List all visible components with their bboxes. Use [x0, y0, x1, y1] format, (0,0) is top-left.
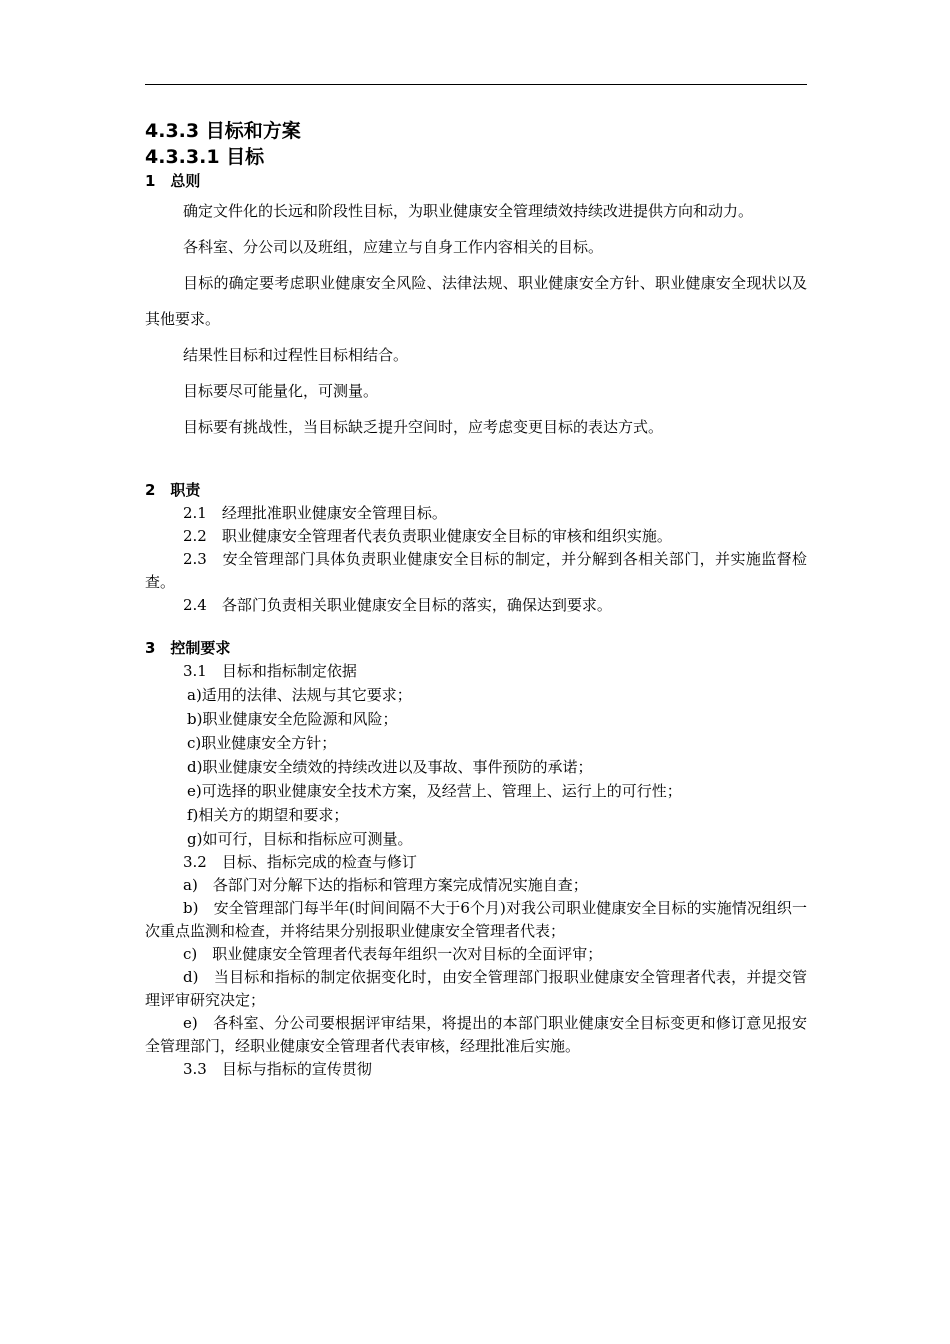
basis-item: f)相关方的期望和要求； — [187, 806, 349, 824]
header-rule — [145, 84, 807, 85]
basis-item: a)适用的法律、法规与其它要求； — [187, 686, 412, 704]
subsection-3-2-title: 3.2 目标、指标完成的检查与修订 — [183, 853, 417, 871]
spacer — [145, 617, 807, 637]
document-body — [145, 118, 807, 1081]
basis-item: d)职业健康安全绩效的持续改进以及事故、事件预防的承诺； — [187, 758, 593, 776]
basis-item: g)如可行，目标和指标应可测量。 — [187, 830, 413, 848]
heading-4-3-3-1: 4.3.3.1 目标 — [145, 146, 265, 168]
subsection-3-1-title: 3.1 目标和指标制定依据 — [183, 662, 357, 680]
check-item: b) 安全管理部门每半年(时间间隔不大于6个月)对我公司职业健康安全目标的实施情况组织一次重点监测和检查，并将结果分别报职业健康安全管理者代表； — [145, 899, 807, 940]
section-1-paragraph: 目标要有挑战性，当目标缺乏提升空间时，应考虑变更目标的表达方式。 — [183, 418, 664, 436]
section-1-paragraph: 目标要尽可能量化，可测量。 — [183, 382, 379, 400]
section-2-item: 2.1 经理批准职业健康安全管理目标。 — [183, 504, 447, 522]
section-1-paragraph: 确定文件化的长远和阶段性目标，为职业健康安全管理绩效持续改进提供方向和动力。 — [183, 202, 754, 220]
section-2-item: 2.4 各部门负责相关职业健康安全目标的落实，确保达到要求。 — [183, 596, 612, 614]
check-item: e) 各科室、分公司要根据评审结果，将提出的本部门职业健康安全目标变更和修订意见报安全管理部门，经职业健康安全管理者代表审核，经理批准后实施。 — [145, 1014, 807, 1055]
check-item: d) 当目标和指标的制定依据变化时，由安全管理部门报职业健康安全管理者代表，并提交管理评审研究决定； — [145, 968, 807, 1009]
check-item: a) 各部门对分解下达的指标和管理方案完成情况实施自查； — [183, 876, 588, 894]
section-2-item: 2.3 安全管理部门具体负责职业健康安全目标的制定，并分解到各相关部门，并实施监督检查。 — [145, 550, 807, 591]
basis-item: b)职业健康安全危险源和风险； — [187, 710, 398, 728]
check-item: c) 职业健康安全管理者代表每年组织一次对目标的全面评审； — [183, 945, 603, 963]
section-1-paragraph: 各科室、分公司以及班组，应建立与自身工作内容相关的目标。 — [183, 238, 604, 256]
section-2-item: 2.2 职业健康安全管理者代表负责职业健康安全目标的审核和组织实施。 — [183, 527, 672, 545]
section-1-paragraph: 目标的确定要考虑职业健康安全风险、法律法规、职业健康安全方针、职业健康安全现状以及其他要求。 — [145, 274, 807, 328]
section-2-title: 2 职责 — [145, 481, 201, 499]
basis-item: e)可选择的职业健康安全技术方案，及经营上、管理上、运行上的可行性； — [187, 782, 682, 800]
heading-4-3-3: 4.3.3 目标和方案 — [145, 120, 301, 142]
basis-item: c)职业健康安全方针； — [187, 734, 337, 752]
subsection-3-3-title: 3.3 目标与指标的宣传贯彻 — [183, 1060, 372, 1078]
section-1-paragraph: 结果性目标和过程性目标相结合。 — [183, 346, 409, 364]
spacer — [145, 445, 807, 479]
section-3-title: 3 控制要求 — [145, 639, 231, 657]
section-1-title: 1 总则 — [145, 172, 201, 190]
